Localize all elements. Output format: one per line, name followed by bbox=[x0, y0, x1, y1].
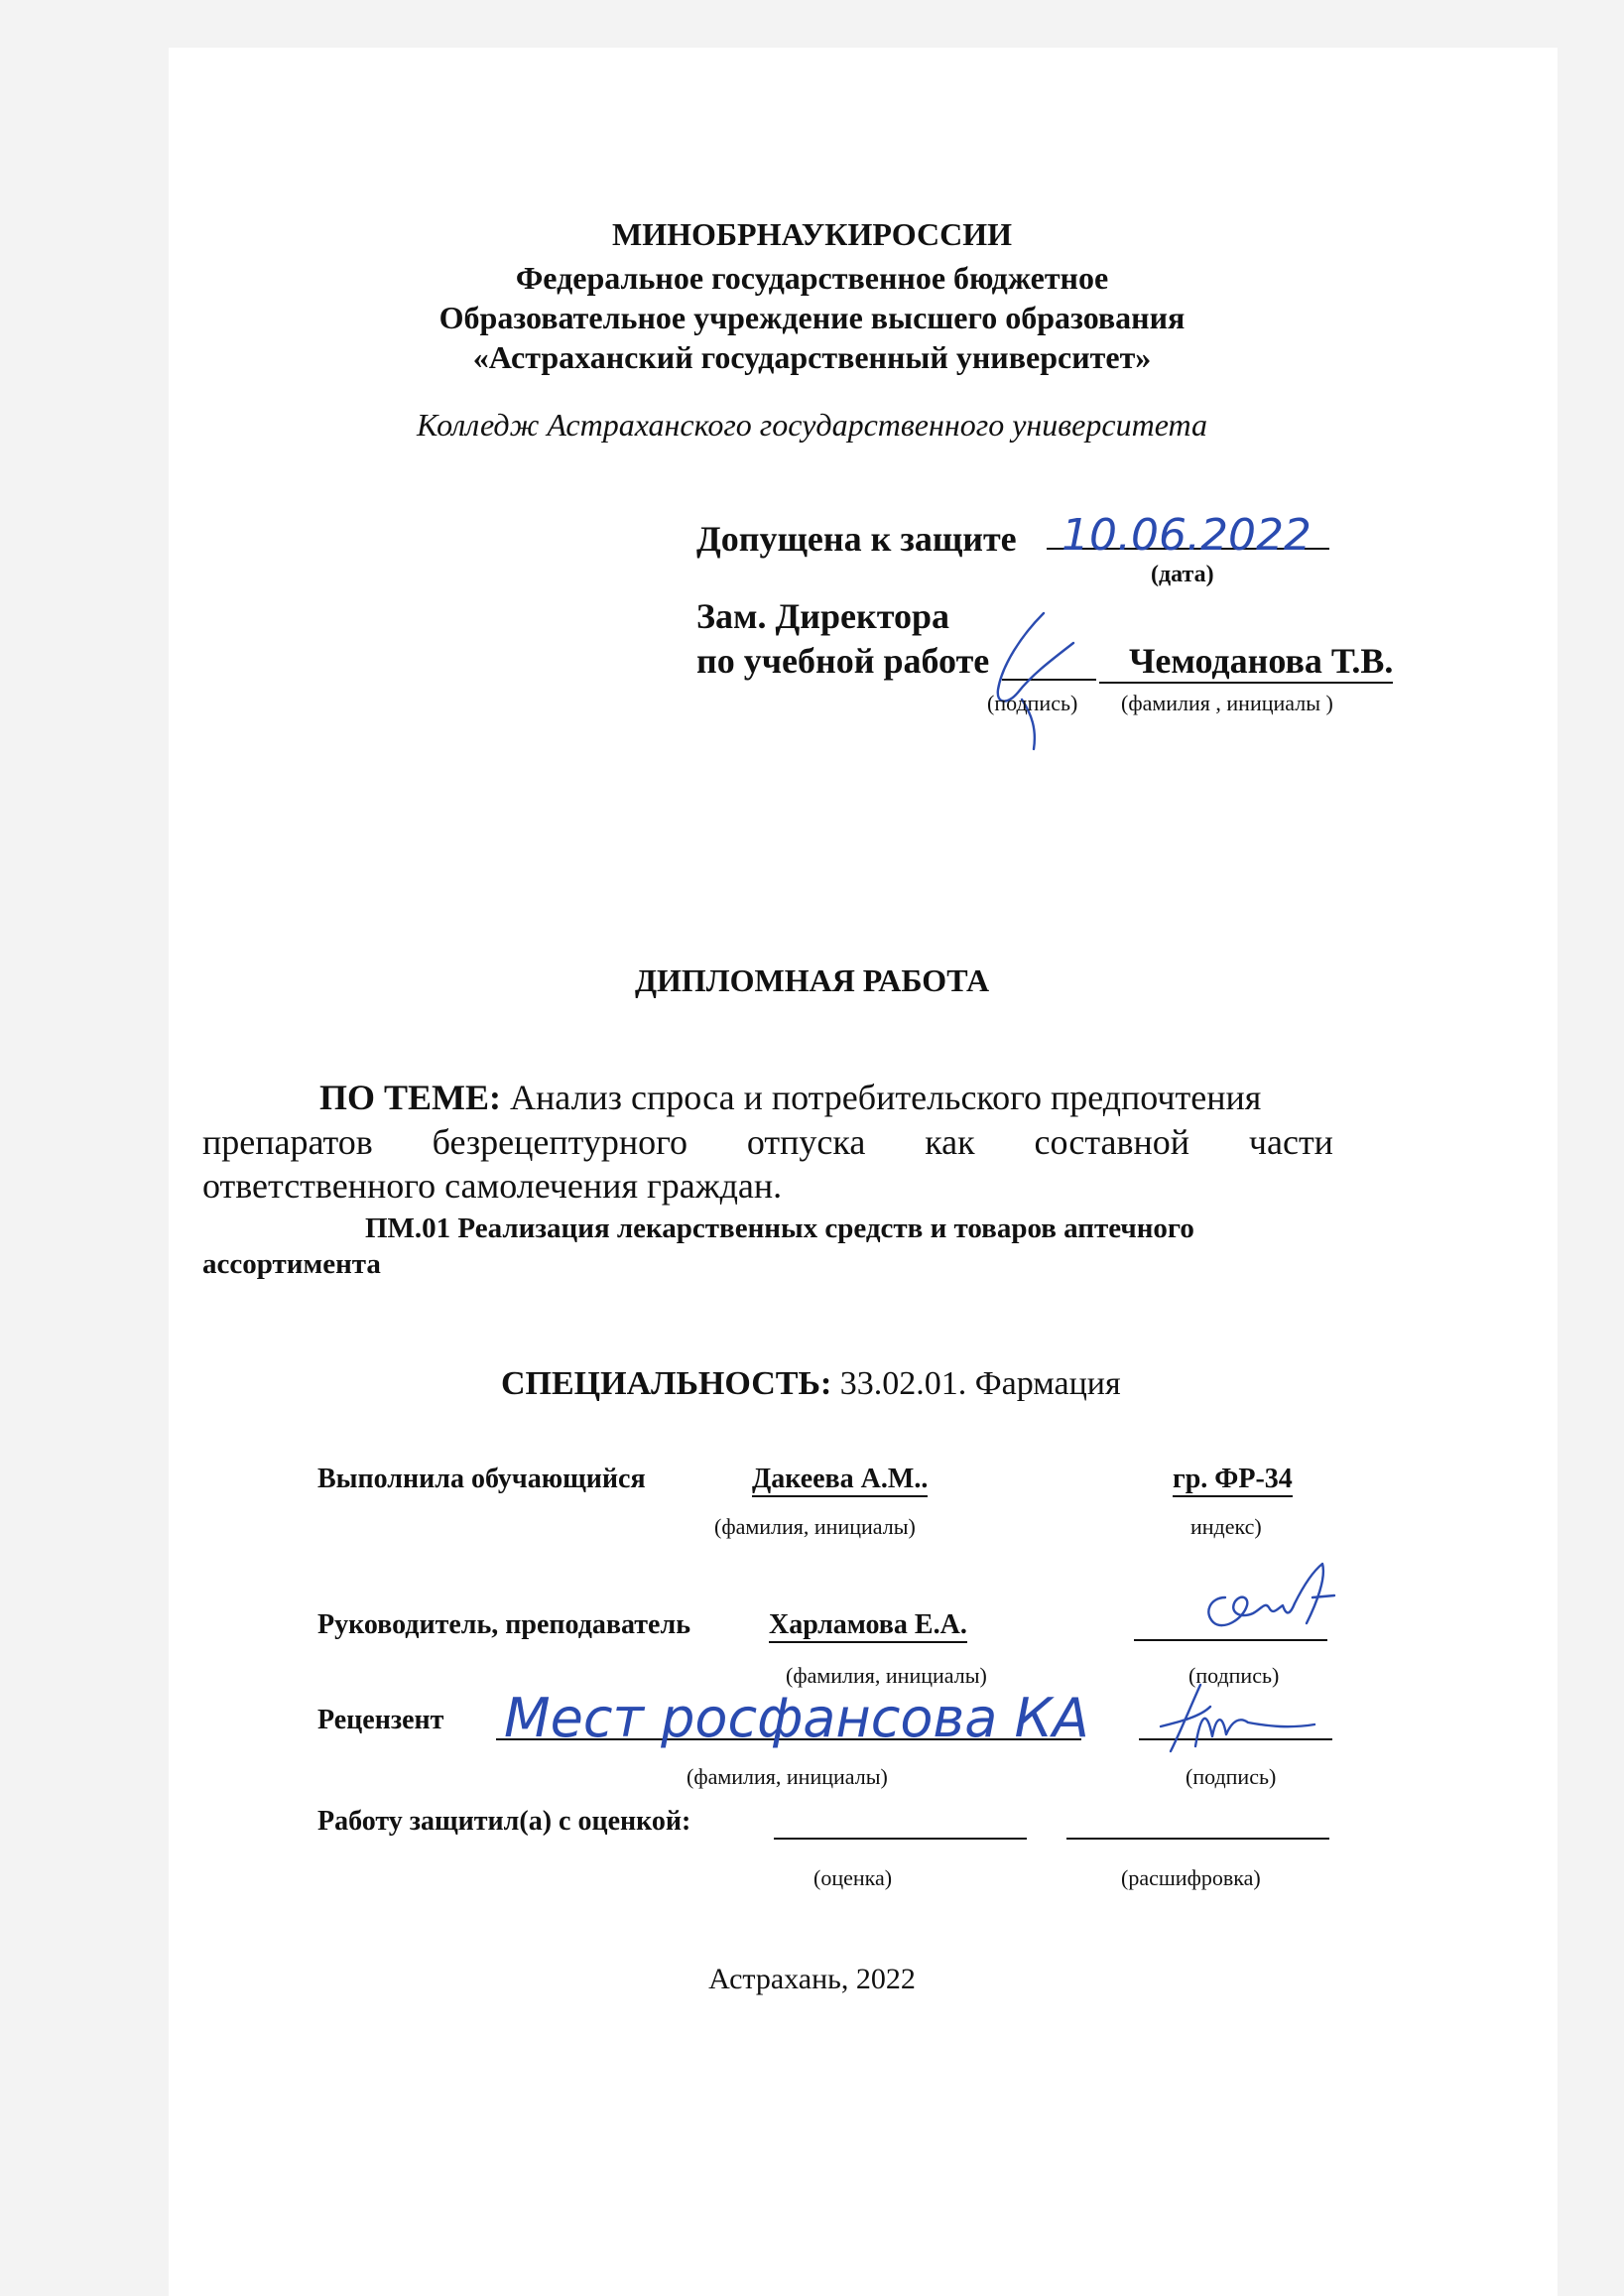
reviewer-label: Рецензент bbox=[317, 1705, 444, 1735]
supervisor-label: Руководитель, преподаватель bbox=[317, 1609, 691, 1640]
grade-line bbox=[774, 1838, 1027, 1840]
supervisor-name: Харламова Е.А. bbox=[769, 1609, 967, 1643]
supervisor-signature bbox=[1195, 1558, 1354, 1647]
topic-line-1 bbox=[319, 1077, 1261, 1118]
specialty bbox=[501, 1365, 1121, 1403]
topic-label: ПО ТЕМЕ: bbox=[319, 1078, 502, 1117]
topic-line-2 bbox=[202, 1121, 1333, 1163]
deputy-signature bbox=[982, 605, 1101, 754]
specialty-label: СПЕЦИАЛЬНОСТЬ: bbox=[501, 1365, 832, 1402]
reviewer-signature-caption: (подпись) bbox=[1186, 1764, 1277, 1789]
specialty-value: 33.02.01. Фармация bbox=[839, 1365, 1121, 1402]
topic-word: составной bbox=[1034, 1122, 1190, 1162]
student-label: Выполнила обучающийся bbox=[317, 1464, 646, 1494]
college-name: Колледж Астраханского государственного университета bbox=[417, 407, 1207, 443]
svg-text:Мест росфансова КА: Мест росфансова КА bbox=[504, 1687, 1089, 1749]
deputy-director-label: Зам. Директора bbox=[696, 596, 950, 636]
deputy-name-caption: (фамилия , инициалы ) bbox=[1121, 691, 1333, 715]
topic-word: препаратов bbox=[202, 1122, 373, 1162]
admitted-label: Допущена к защите bbox=[696, 519, 1017, 559]
deputy-name: Чемоданова Т.В. bbox=[1099, 640, 1393, 684]
supervisor-name-caption: (фамилия, инициалы) bbox=[786, 1663, 987, 1688]
student-name-caption: (фамилия, инициалы) bbox=[714, 1514, 916, 1539]
deputy-signature-caption: (подпись) bbox=[987, 691, 1078, 715]
university-name: «Астраханский государственный университет» bbox=[472, 339, 1152, 375]
defense-label: Работу защитил(а) с оценкой: bbox=[317, 1806, 691, 1837]
topic-line-3: ответственного самолечения граждан. bbox=[202, 1166, 783, 1206]
ministry-title: МИНОБРНАУКИРОССИИ bbox=[612, 216, 1012, 252]
reviewer-name-handwritten bbox=[496, 1677, 1111, 1756]
topic-word: части bbox=[1248, 1122, 1333, 1162]
reviewer-signature bbox=[1141, 1677, 1329, 1766]
topic-word: безрецептурного bbox=[432, 1122, 688, 1162]
grade-caption: (оценка) bbox=[813, 1865, 893, 1890]
transcript-line bbox=[1066, 1838, 1329, 1840]
module-line-1: ПМ.01 Реализация лекарственных средств и товаров аптечного bbox=[365, 1212, 1194, 1244]
student-group-caption: индекс) bbox=[1190, 1514, 1262, 1539]
date-caption: (дата) bbox=[1151, 562, 1214, 587]
topic-text-1: Анализ спроса и потребительского предпочтения bbox=[510, 1078, 1262, 1117]
admitted-date-handwritten bbox=[1062, 506, 1319, 566]
transcript-caption: (расшифровка) bbox=[1121, 1865, 1261, 1890]
student-group: гр. ФР-34 bbox=[1173, 1464, 1293, 1497]
institution-line-2: Образовательное учреждение высшего образования bbox=[438, 300, 1186, 335]
document-type-heading: ДИПЛОМНАЯ РАБОТА bbox=[634, 962, 990, 998]
svg-text:10.06.2022: 10.06.2022 bbox=[1062, 510, 1312, 561]
topic-word: отпуска bbox=[746, 1122, 866, 1162]
supervisor-signature-caption: (подпись) bbox=[1188, 1663, 1280, 1688]
city-year: Астрахань, 2022 bbox=[708, 1963, 916, 1995]
reviewer-name-caption: (фамилия, инициалы) bbox=[687, 1764, 888, 1789]
institution-line-1: Федеральное государственное бюджетное bbox=[515, 260, 1109, 296]
module-line-2: ассортимента bbox=[202, 1248, 381, 1280]
student-name: Дакеева А.М.. bbox=[752, 1464, 928, 1497]
deputy-director-label-2: по учебной работе bbox=[696, 641, 990, 681]
topic-word: как bbox=[925, 1122, 975, 1162]
